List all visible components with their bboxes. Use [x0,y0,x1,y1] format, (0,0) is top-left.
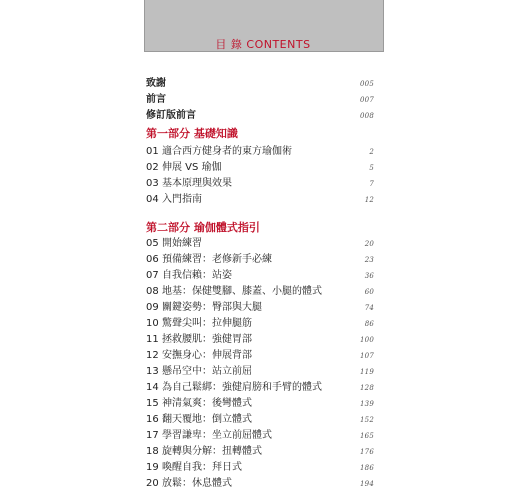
toc-entry-title: 地基：保健雙腳、膝蓋、小腿的體式 [162,286,322,297]
part2-list [146,236,374,492]
toc-entry-number: 05 [146,238,159,249]
toc-entry-number: 14 [146,382,159,393]
part2-heading: 第二部分 瑜伽體式指引 [146,221,260,234]
toc-entry-page: 107 [360,352,374,360]
toc-entry-page: 7 [369,180,374,188]
toc-entry-number: 07 [146,270,159,281]
toc-entry-number: 12 [146,350,159,361]
toc-entry-page: 2 [369,148,374,156]
toc-entry[interactable] [146,364,374,380]
toc-entry[interactable] [146,444,374,460]
toc-entry-title: 拯救腰肌：強健胃部 [162,334,252,345]
toc-entry[interactable] [146,428,374,444]
part1-heading: 第一部分 基礎知識 [146,127,238,140]
toc-entry-page: 100 [360,336,374,344]
toc-entry-title: 適合西方健身者的東方瑜伽術 [162,146,292,157]
toc-entry-number: 15 [146,398,159,409]
toc-entry-number: 10 [146,318,159,329]
toc-entry-title: 關鍵姿勢：臀部與大腿 [162,302,262,313]
toc-entry[interactable] [146,412,374,428]
toc-entry-number: 08 [146,286,159,297]
toc-entry-title: 入門指南 [162,194,202,205]
toc-entry-page: 74 [364,304,374,312]
toc-entry-page: 60 [364,288,374,296]
toc-entry[interactable] [146,252,374,268]
toc-entry-page: 176 [360,448,374,456]
toc-entry-page: 12 [364,196,374,204]
toc-entry-number: 20 [146,478,159,489]
toc-entry-page: 23 [364,256,374,264]
toc-entry[interactable] [146,144,374,160]
toc-entry[interactable] [146,300,374,316]
toc-entry[interactable] [146,284,374,300]
toc-entry-page: 20 [364,240,374,248]
toc-entry-page: 194 [360,480,374,488]
toc-entry-number: 16 [146,414,159,425]
toc-entry-title: 前言 [146,94,166,105]
toc-entry-title: 神清氣爽：後彎體式 [162,398,252,409]
toc-entry-page: 152 [360,416,374,424]
toc-entry[interactable] [146,316,374,332]
toc-entry-number: 11 [146,334,159,345]
toc-entry[interactable] [146,192,374,208]
toc-entry-number: 17 [146,430,159,441]
toc-entry[interactable] [146,380,374,396]
toc-entry-number: 06 [146,254,159,265]
toc-entry-page: 36 [364,272,374,280]
toc-entry-page: 86 [364,320,374,328]
toc-entry-title: 旋轉與分解：扭轉體式 [162,446,262,457]
toc-entry[interactable] [146,76,374,92]
toc-entry-title: 預備練習：老修新手必練 [162,254,272,265]
part1-list [146,144,374,208]
toc-entry[interactable] [146,108,374,124]
toc-entry[interactable] [146,92,374,108]
toc-entry-title: 致謝 [146,78,166,89]
toc-entry-page: 007 [360,96,374,104]
page-title: 目 錄 CONTENTS [215,38,311,51]
toc-entry-page: 5 [369,164,374,172]
toc-entry-page: 165 [360,432,374,440]
front-matter-list [146,76,374,124]
toc-entry[interactable] [146,236,374,252]
toc-entry-number: 03 [146,178,159,189]
toc-entry[interactable] [146,176,374,192]
toc-entry[interactable] [146,268,374,284]
toc-entry-number: 09 [146,302,159,313]
toc-entry-number: 02 [146,162,159,173]
toc-entry-title: 自我信賴：站姿 [162,270,232,281]
toc-entry-title: 學習謙卑：坐立前屈體式 [162,430,272,441]
toc-entry-title: 基本原理與效果 [162,178,232,189]
toc-entry-title: 修訂版前言 [146,110,196,121]
toc-entry[interactable] [146,396,374,412]
toc-entry[interactable] [146,348,374,364]
toc-entry-page: 119 [360,368,374,376]
toc-entry-title: 開始練習 [162,238,202,249]
toc-entry-number: 19 [146,462,159,473]
toc-entry-page: 186 [360,464,374,472]
toc-entry[interactable] [146,332,374,348]
toc-entry-title: 伸展 VS 瑜伽 [162,162,222,173]
toc-entry-title: 喚醒自我：拜日式 [162,462,242,473]
toc-entry-number: 18 [146,446,159,457]
toc-entry-page: 008 [360,112,374,120]
toc-entry-number: 13 [146,366,159,377]
toc-entry-title: 安撫身心：伸展背部 [162,350,252,361]
toc-entry[interactable] [146,476,374,492]
toc-entry-page: 005 [360,80,374,88]
toc-entry[interactable] [146,460,374,476]
toc-entry-title: 翻天覆地：倒立體式 [162,414,252,425]
toc-entry-page: 139 [360,400,374,408]
toc-entry-title: 懸吊空中：站立前屈 [162,366,252,377]
toc-entry-number: 01 [146,146,159,157]
toc-entry-title: 為自己鬆綁：強健肩膀和手臂的體式 [162,382,322,393]
toc-entry-title: 放鬆：休息體式 [162,478,232,489]
toc-entry-title: 驚聲尖叫：拉伸腿筋 [162,318,252,329]
toc-entry-number: 04 [146,194,159,205]
toc-entry[interactable] [146,160,374,176]
toc-entry-page: 128 [360,384,374,392]
